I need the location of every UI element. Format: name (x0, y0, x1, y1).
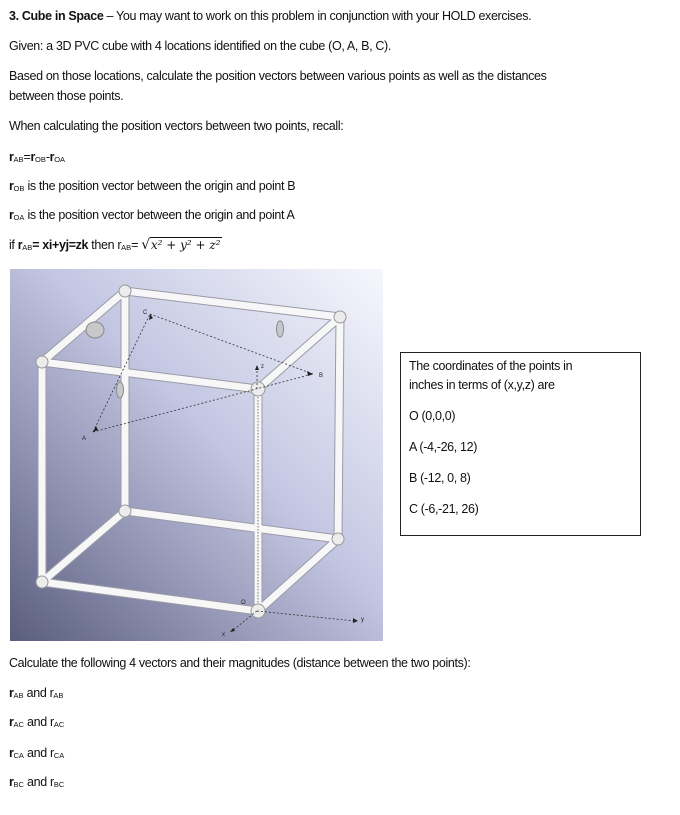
sub: AB (13, 155, 24, 164)
task-item-bc (9, 775, 64, 792)
then: then r (88, 238, 122, 252)
sub: OB (35, 155, 46, 164)
r: r (9, 775, 14, 789)
if: if (9, 238, 18, 252)
coordinates-box (400, 352, 641, 536)
sub: AB (22, 243, 33, 252)
label-o: O (241, 600, 246, 606)
task-item-ac (9, 715, 64, 732)
point-o: O (0,0,0) (409, 409, 456, 423)
label-z: z (261, 364, 264, 370)
and: and r (23, 686, 54, 700)
r: r (9, 686, 14, 700)
sub: AC (53, 720, 65, 729)
given-text: Given: a 3D PVC cube with 4 locations identified on the cube (O, A, B, C). (9, 39, 391, 53)
cube-figure (10, 269, 383, 641)
eq: = (23, 150, 31, 164)
based-text-2: between those points. (9, 89, 124, 103)
definition-ob (9, 179, 295, 196)
sub: BC (53, 780, 65, 789)
and: and r (23, 775, 54, 789)
sub: OB (13, 184, 25, 193)
sub: BC (13, 780, 24, 789)
r: r (9, 179, 14, 193)
label-y: y (361, 617, 364, 623)
point-b: B (-12, 0, 8) (409, 471, 471, 485)
definition-text: is the position vector between the origin and point A (24, 208, 295, 222)
radical-sign: √ (141, 237, 150, 253)
r: r (9, 208, 14, 222)
sub: OA (54, 155, 66, 164)
r: r (30, 150, 35, 164)
label-x: x (222, 632, 225, 638)
vector-formula (9, 150, 65, 167)
label-b: B (319, 373, 323, 379)
definition-oa (9, 208, 295, 225)
sub: AB (53, 691, 64, 700)
problem-heading (9, 9, 531, 24)
sub: AC (13, 720, 24, 729)
and: and r (23, 746, 54, 760)
sub: CA (13, 751, 24, 760)
based-text-1: Based on those locations, calculate the position vectors between various points as well as the distances (9, 69, 547, 83)
label-a: A (82, 436, 86, 442)
task-prompt: Calculate the following 4 vectors and their magnitudes (distance between the two points): (9, 656, 471, 670)
definition-text: is the position vector between the origin and point B (24, 179, 296, 193)
label-c: C (143, 310, 147, 316)
magnitude-formula (9, 238, 222, 255)
sub: AB (13, 691, 24, 700)
task-item-ab (9, 686, 63, 703)
r: r (9, 150, 14, 164)
r: r (9, 746, 14, 760)
eq: = (131, 238, 142, 252)
r: r (17, 238, 23, 252)
recall-text: When calculating the position vectors between two points, recall: (9, 119, 344, 133)
r: r (49, 150, 55, 164)
point-c: C (-6,-21, 26) (409, 502, 479, 516)
point-a: A (-4,-26, 12) (409, 440, 478, 454)
coord-intro-2: inches in terms of (x,y,z) are (409, 378, 555, 392)
task-item-ca (9, 746, 64, 763)
sub: OA (13, 213, 25, 222)
coord-intro-1: The coordinates of the points in (409, 359, 573, 373)
expr: = xi+yj=zk (32, 238, 89, 252)
sub: AB (121, 243, 132, 252)
and: and r (23, 715, 54, 729)
sqrt-expression: x² + y² + z² (150, 238, 221, 252)
r: r (9, 715, 14, 729)
heading-bold: 3. Cube in Space (9, 9, 104, 23)
sub: CA (53, 751, 65, 760)
heading-rest: – You may want to work on this problem in conjunction with your HOLD exercises. (103, 9, 532, 23)
minus: - (45, 150, 50, 164)
